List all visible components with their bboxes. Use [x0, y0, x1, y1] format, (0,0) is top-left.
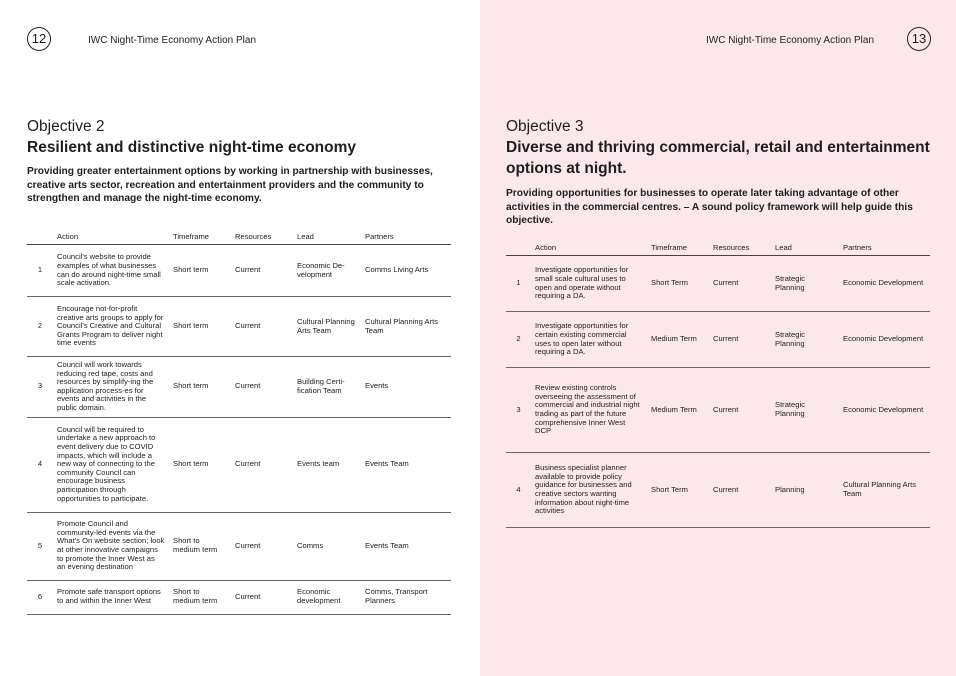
- right-page: [480, 0, 956, 676]
- table-row: [506, 368, 930, 453]
- row-number: 6: [27, 580, 53, 614]
- row-number: 2: [27, 297, 53, 357]
- objective-title: Objective 3: [506, 118, 584, 135]
- col-header-partners: Partners: [361, 232, 451, 245]
- timeframe-cell: Short term: [169, 417, 231, 512]
- objective-description: Providing greater entertainment options by working in partnership with businesses, creative arts sector, recreation and entertainment providers and the community to strengthen and manage the night-time economy.: [27, 166, 433, 205]
- col-header-timeframe: Timeframe: [647, 243, 709, 256]
- timeframe-cell: Short Term: [647, 256, 709, 312]
- objective-description: Providing opportunities for businesses to operate later taking advantage of other activities in the commercial centres. – A sound policy framework will help guide this objective.: [506, 188, 913, 227]
- lead-cell: Strategic Planning: [771, 312, 839, 368]
- objective-title: Objective 2: [27, 118, 105, 135]
- lead-cell: Strategic Planning: [771, 368, 839, 453]
- col-header-number: [506, 243, 531, 256]
- action-cell: Review existing controls overseeing the assessment of commercial and industrial night trading as part of the future comprehensive Inner West DCP: [531, 368, 647, 453]
- resources-cell: Current: [709, 312, 771, 368]
- timeframe-cell: Short to medium term: [169, 512, 231, 580]
- col-header-resources: Resources: [231, 232, 293, 245]
- action-cell: Encourage not-for-profit creative arts groups to apply for Council's Creative and Cultural Grants Program to deliver night time events: [53, 297, 169, 357]
- col-header-partners: Partners: [839, 243, 930, 256]
- timeframe-cell: Medium Term: [647, 368, 709, 453]
- row-number: 1: [27, 245, 53, 297]
- col-header-lead: Lead: [293, 232, 361, 245]
- lead-cell: Economic development: [293, 580, 361, 614]
- partners-cell: Comms, Transport Planners: [361, 580, 451, 614]
- objective-subtitle: Resilient and distinctive night-time economy: [27, 139, 356, 156]
- action-cell: Council will work towards reducing red tape, costs and resources by simplify-ing the application process-es for events and activities in the public domain.: [53, 357, 169, 418]
- row-number: 4: [506, 453, 531, 528]
- action-cell: Council will be required to undertake a new approach to event delivery due to COVID impacts, which will include a new way of connecting to the community Council can encourage business participation through opportunities to participate.: [53, 417, 169, 512]
- partners-cell: Economic Development: [839, 312, 930, 368]
- partners-cell: Events Team: [361, 512, 451, 580]
- timeframe-cell: Short term: [169, 357, 231, 418]
- action-table: [506, 243, 930, 528]
- table-row: [506, 453, 930, 528]
- timeframe-cell: Medium Term: [647, 312, 709, 368]
- lead-cell: Comms: [293, 512, 361, 580]
- partners-cell: Events: [361, 357, 451, 418]
- table-row: [506, 312, 930, 368]
- col-header-resources: Resources: [709, 243, 771, 256]
- lead-cell: Planning: [771, 453, 839, 528]
- resources-cell: Current: [709, 256, 771, 312]
- timeframe-cell: Short term: [169, 245, 231, 297]
- action-cell: Investigate opportunities for certain existing commercial uses to open later without requiring a DA.: [531, 312, 647, 368]
- action-table: [27, 232, 451, 615]
- row-number: 4: [27, 417, 53, 512]
- resources-cell: Current: [231, 245, 293, 297]
- page-number: 12: [27, 27, 51, 51]
- lead-cell: Building Certi-fication Team: [293, 357, 361, 418]
- row-number: 2: [506, 312, 531, 368]
- col-header-action: Action: [53, 232, 169, 245]
- page-number: 13: [907, 27, 931, 51]
- partners-cell: Economic Development: [839, 368, 930, 453]
- partners-cell: Cultural Planning Arts Team: [839, 453, 930, 528]
- table-row: [27, 417, 451, 512]
- lead-cell: Events team: [293, 417, 361, 512]
- lead-cell: Economic De-velopment: [293, 245, 361, 297]
- table-row: [27, 297, 451, 357]
- lead-cell: Strategic Planning: [771, 256, 839, 312]
- resources-cell: Current: [231, 512, 293, 580]
- action-cell: Promote Council and community-led events via the What's On website section; look at other innovative campaigns to promote the Inner West as an evening destination: [53, 512, 169, 580]
- table-row: [27, 357, 451, 418]
- timeframe-cell: Short Term: [647, 453, 709, 528]
- running-head: IWC Night-Time Economy Action Plan: [706, 35, 875, 46]
- partners-cell: Comms Living Arts: [361, 245, 451, 297]
- action-cell: Investigate opportunities for small scale cultural uses to open and operate without requiring a DA.: [531, 256, 647, 312]
- partners-cell: Cultural Planning Arts Team: [361, 297, 451, 357]
- row-number: 3: [506, 368, 531, 453]
- partners-cell: Economic Development: [839, 256, 930, 312]
- table-row: [27, 245, 451, 297]
- row-number: 1: [506, 256, 531, 312]
- partners-cell: Events Team: [361, 417, 451, 512]
- table-row: [27, 580, 451, 614]
- action-cell: Council's website to provide examples of what businesses can do around night-time small scale activation.: [53, 245, 169, 297]
- lead-cell: Cultural Planning Arts Team: [293, 297, 361, 357]
- resources-cell: Current: [231, 357, 293, 418]
- timeframe-cell: Short term: [169, 297, 231, 357]
- resources-cell: Current: [231, 580, 293, 614]
- objective-subtitle: Diverse and thriving commercial, retail and entertainment options at night.: [506, 139, 930, 177]
- table-header-row: [27, 232, 451, 245]
- action-cell: Business specialist planner available to provide policy guidance for businesses and creative sectors wanting information about night-time activities: [531, 453, 647, 528]
- resources-cell: Current: [231, 417, 293, 512]
- row-number: 5: [27, 512, 53, 580]
- col-header-action: Action: [531, 243, 647, 256]
- row-number: 3: [27, 357, 53, 418]
- resources-cell: Current: [709, 368, 771, 453]
- col-header-lead: Lead: [771, 243, 839, 256]
- col-header-number: [27, 232, 53, 245]
- action-cell: Promote safe transport options to and within the Inner West: [53, 580, 169, 614]
- table-row: [27, 512, 451, 580]
- resources-cell: Current: [231, 297, 293, 357]
- table-header-row: [506, 243, 930, 256]
- resources-cell: Current: [709, 453, 771, 528]
- table-row: [506, 256, 930, 312]
- timeframe-cell: Short to medium term: [169, 580, 231, 614]
- running-head: IWC Night-Time Economy Action Plan: [88, 35, 257, 46]
- col-header-timeframe: Timeframe: [169, 232, 231, 245]
